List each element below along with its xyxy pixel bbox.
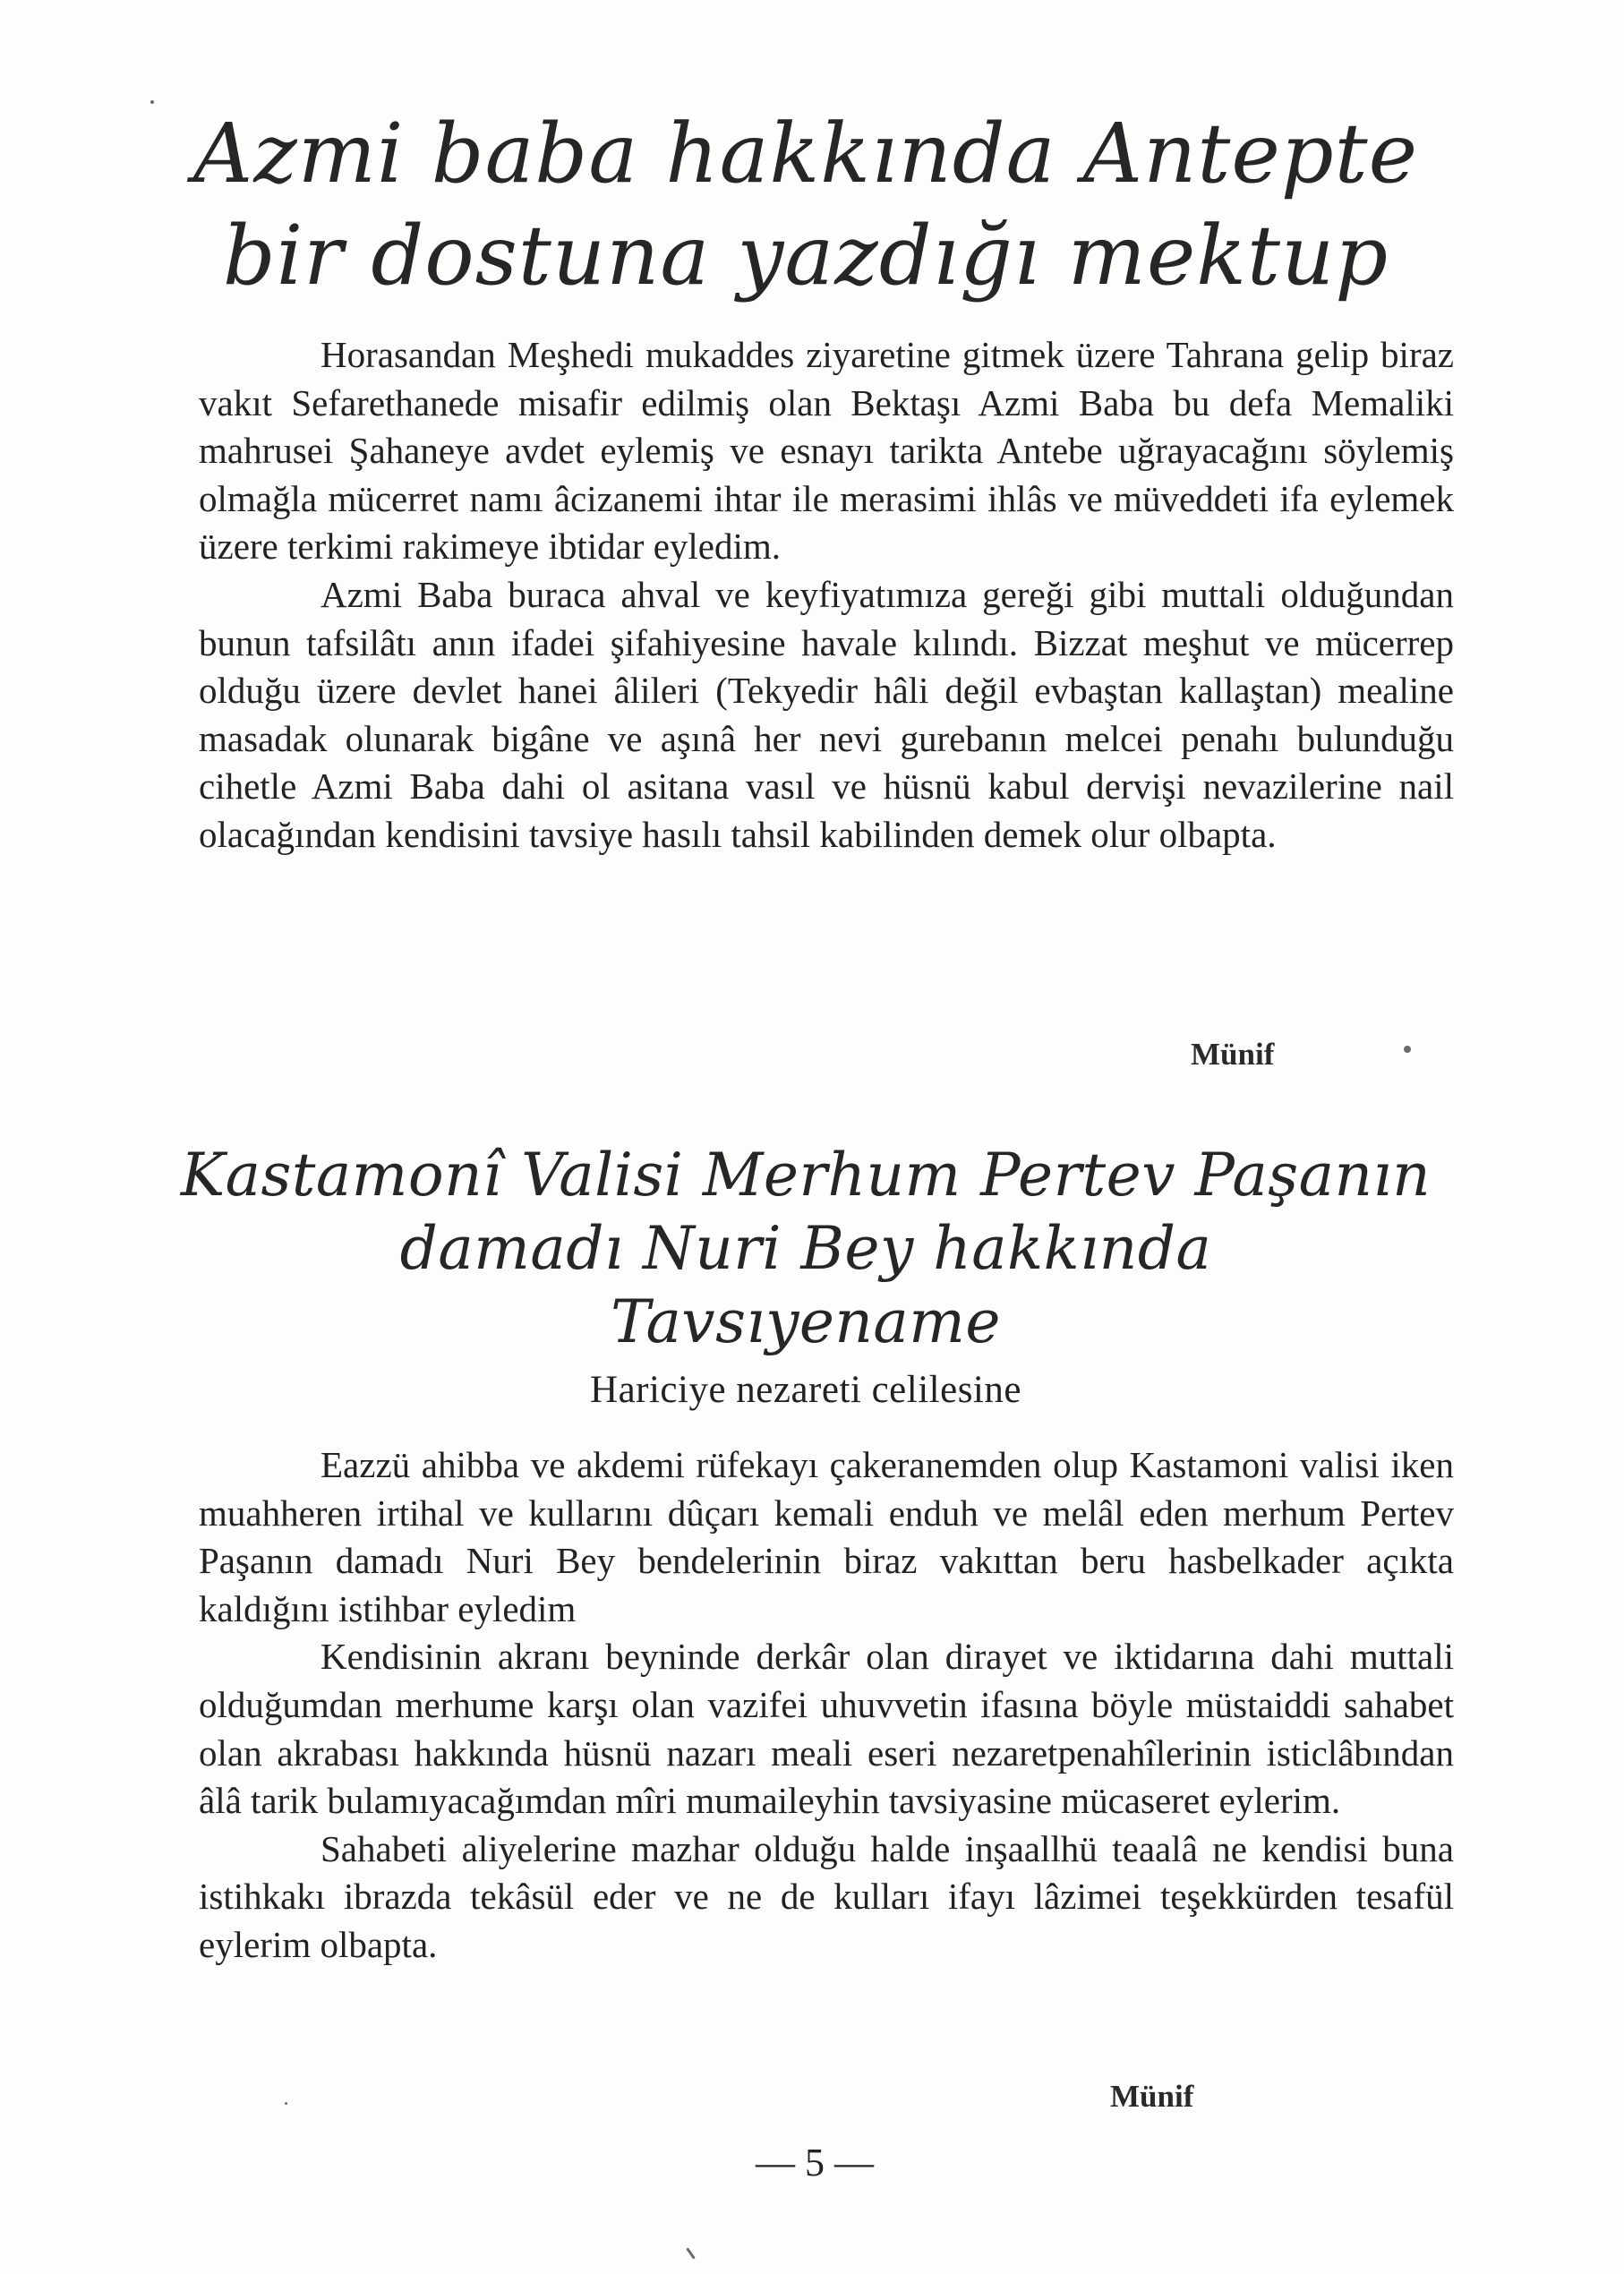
scan-speck: [1404, 1046, 1411, 1053]
section2-title-line-1: Kastamonî Valisi Merhum Pertev Paşanın: [180, 1141, 1432, 1210]
section2-signature: Münif: [1110, 2079, 1194, 2114]
section1-title: [179, 106, 1432, 303]
section1-signature: Münif: [1191, 1037, 1275, 1072]
section2-paragraph-2: Kendisinin akranı beyninde derkâr olan dirayet ve iktidarına dahi muttali olduğumdan merhume karşı olan vazifei uhuvvetin ifasına böyle müstaiddi sahabet olan akrabası hakkında hüsnü nazarı meali eseri nezaretpenahîlerinin isticlâbından âlâ tarik bulamıyacağımdan mîri mumaileyhin tavsiyasine mücaseret eylerim.: [199, 1636, 1454, 1822]
section2-addressee: Hariciye nezareti celilesine: [590, 1369, 1021, 1411]
section2-paragraph-3: Sahabeti aliyelerine mazhar olduğu halde inşaallhü teaalâ ne kendisi buna istihkakı ibrazda tekâsül eder ve ne de kulları ifayı lâzimei teşekkürden tesafül eylerim olbapta.: [199, 1827, 1454, 1965]
section1-paragraph-1: Horasandan Meşhedi mukaddes ziyaretine gitmek üzere Tahrana gelip biraz vakıt Sefarethanede misafir edilmiş olan Bektaşı Azmi Baba bu defa Memaliki mahrusei Şahaneye avdet eylemiş ve esnayı tarikta Antebe uğrayacağını söylemiş olmağla mücerret namı âcizanemi ihtar ile merasimi ihlâs ve müveddeti ifa eylemek üzere terkimi rakimeye ibtidar eyledim.: [199, 334, 1454, 568]
scan-speck: [285, 2102, 287, 2105]
page-number: — 5 —: [756, 2141, 874, 2184]
scan-speck: [686, 2247, 695, 2259]
section2-title-line-2: damadı Nuri Bey hakkında: [399, 1214, 1212, 1283]
section2-body: [199, 1441, 1454, 1970]
section2-title-line-3: Tavsıyename: [611, 1287, 1001, 1356]
section1-paragraph-2: Azmi Baba buraca ahval ve keyfiyatımıza gereği gibi muttali olduğundan bunun tafsilâtı anın ifadei şifahiyesine havale kılındı. Bizzat meşhut ve mücerrep olduğu üzere devlet hanei âlileri (Tekyedir hâli değil evbaştan kallaştan) mealine masadak olunarak bigâne ve aşınâ her nevi gurebanın melcei penahı bulunduğu cihetle Azmi Baba dahi ol asitana vasıl ve hüsnü kabul dervişi nevazilerine nail olacağından kendisini tavsiye hasılı tahsil kabilinden demek olur olbapta.: [199, 573, 1454, 855]
section1-title-line-2: bir dostuna yazdığı mektup: [222, 208, 1389, 303]
scan-speck: [150, 100, 154, 104]
section2-paragraph-1: Eazzü ahibba ve akdemi rüfekayı çakeranemden olup Kastamoni valisi iken muahheren irtihal ve kullarını dûçarı kemali enduh ve melâl eden merhum Pertev Paşanın damadı Nuri Bey bendelerinin biraz vakıttan beru hasbelkader açıkta kaldığını istihbar eyledim: [199, 1444, 1454, 1629]
section1-title-line-1: Azmi baba hakkında Antepte: [192, 106, 1419, 201]
section2-title: [179, 1141, 1432, 1356]
section1-body: [199, 331, 1454, 859]
